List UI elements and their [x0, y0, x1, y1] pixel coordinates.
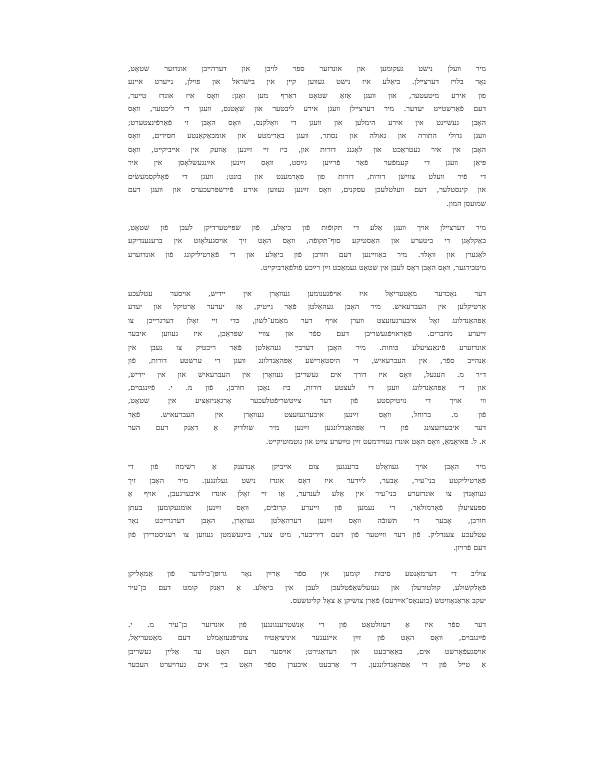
text-line: ספּעציעלן פֿאָרמולאַר, די נעמען פֿון זײערע קרובֿים, װאָס זײַנען אומגעקומען בעתן [128, 502, 486, 512]
text-line: דער נאָכדער מאַטעריאַל איז אױפֿגענומען געװאָרן אין יידיש, אױסער עטלעכע [128, 288, 486, 298]
text-line: מיטבירגער, װאָס האָבן דאָס לעבן אין שטאָט געמאַכט זײַן רײַכע פֿולפֿאַרביקײט. [260, 263, 486, 273]
text-line: מיר װעלן נישט געקומען און אונדזער ספר לױבן און דערהײבן אונדזער שטאָט, [128, 64, 486, 73]
text-line: די פֿיר װעלט צװישן דורות, דורות פון פאָרמענט און בונט; װעגן די פֿאָלקסמעשׂים [128, 171, 486, 181]
paragraph-6 [128, 618, 486, 672]
text-line: אַנהײב ספֿר, אין העברעאיש, די היסטאָרישע אַפּהאַנדלונג װעגן די ערשטע דורות, פֿון [128, 356, 486, 366]
paragraph-4 [128, 460, 486, 554]
text-line: עטלעכע צענדליק. פֿון דער װײַטער פֿון דעם דיריבער, מיט צער, בײַגעשמטן געװען צו רעגיסטרירן פֿון [128, 529, 486, 539]
text-line: דעם פֿרױזן. [453, 542, 486, 552]
text-line: זײערע מחברים. פֿאַראױפֿגעשריבן דעם ספֿר און צװײ שפּראַכן, איז געװען איבער [128, 329, 486, 339]
text-line: חורבן, אָבער די תּשובֿה װאָס זײַנען דערהאַלטן געװאָרן, האָבן דערגרײכט נאָר [128, 516, 486, 526]
text-line: און די אַפּהאַנדלונג װעגן די לעצטע דורות, ביז נאָכן חורבן, פֿון מ. י. פֿײַנגבױם, [128, 382, 486, 392]
text-line: שמועסן המון. [446, 198, 486, 208]
text-line: געװאָנדן צו אונדזערע בני־עיר אין אַלע לענדער, אַז זײ זאָלן אונדז איבערגעבן, אױף אַ [128, 489, 486, 499]
text-line: האָבן אין איר געטראַכט און לאָגנג דורות און, ביז זײ זײַנען אַװעק אין אײביקײט, װאָס [128, 144, 486, 154]
text-line: צוליב די דערמאָנטע סיבות קומען אין ספֿר אַרײַן נאָר גרופּן־בילדער פֿון אַמאָליקן [128, 569, 486, 579]
text-line: װעגן גדולי התורה און גאולה און נסתר, װעגן באַרימטע און אומבאַקאַנטע חסידים, װאָס [128, 131, 486, 141]
text-line: אַרטיקלען אין העברעאיש. מיר האָבן געהאַלטן פֿאַר נײטיק, אַז יעדער אַרטיקל און יעדע [128, 302, 486, 312]
text-line: װי אױך די נױטיקסטע פֿון דער צײַטשריפֿטלעכער אָרגאַניזאַציע אין שטאָט, [128, 396, 486, 406]
text-line: דעם פֿאַרשטײט יעדער. מיר דערצײלן װעגן אירע ליבטער און שאָטנס, װעגן די ליכטער, װאָס [128, 104, 486, 114]
text-line: מיר דערצײלן אױך װעגן אַלע די תּקופֿות פֿון ביאַלע, פֿון שפּײטערדיקן לעבן פֿון שטאָט, [128, 222, 486, 232]
text-line: אונדזערע פֿינאַנציעלע כּוחות. מיר האָבן דערבײַ געהאַלטן פֿאַר ריכטיק צו געבן אין [128, 342, 486, 352]
paragraph-2 [128, 221, 486, 275]
text-line: אַ טײל פֿון די אַפּהאַנדלונגען. די אַרבעט איבערן ספֿר האָט בײַ אים געדױערט העכער [128, 660, 486, 670]
paragraph-3 [128, 287, 486, 448]
text-line: אַפּהאַנדלונג זאָל איבערגעזעצט װערן אױף דער מאַמע־לשון, כּדי זײ זאָלן דערגרײכן צו [128, 315, 486, 325]
paragraph-5 [128, 567, 486, 607]
text-line: און קינסטלער, דעם װעלטלעכן עסקנים, װאָס זײַנען געװען אירע פֿירשפּרעכערס און װעגן דעם [128, 185, 486, 195]
text-line: פּיאַן װעגן די קעמפֿער פֿאַר פֿרײַען גײַסט, װאָס זײַנען אײַנגעשלאָסן אין איר [128, 158, 486, 168]
text-line: פֿאַרטיליקטע בני־עיר, אָבער, לײַדער איז דאָס אונדז נישט געלונגען. מיר האָבן זיך [128, 475, 486, 485]
text-line: לאַגערן און װאָלד. מיר באַװײנען דעם חורבן פֿון ביאַלע און די פֿאַרטיליקונג פֿון אונדזערע [128, 249, 486, 259]
text-line: דער ספֿר איז אַ רעזולטאַט פֿון די אָנשטרענגונגען פֿון אונדזער בן־עיר מ. י. [128, 619, 486, 629]
text-line: פֿײַנגבױם, װאָס האָט פֿון זײַן אײגענער איניציאַטיװ צונױפֿגעזאַמלט דעם מאַטעריאַל, [128, 633, 486, 643]
text-line: באַקלאָגן די ביטערע און האַסטיקע סוף־תּקופֿה, װאָס האָט זיך אױסגעלאָזט אין ברענענדיקע [128, 236, 486, 246]
text-line: נאָר בלױז דערצײלן. ביאַלע איז נישט געװען קײן אין בישראל און פױלן, נײערט אײנע [128, 77, 486, 87]
text-line: אױסגעפֿאָרשט אים, באַאַרבעט און רעדאַגירט; אױסער דעם האָט ער אַלײן געשריבן [128, 646, 486, 656]
text-line: האָבן געשײנט אין אירע הימלען און װעגן די װאָלקנס, װאָס האָבן זי פֿאַרפֿינצטערט; [128, 117, 486, 127]
text-line: יעקב אַראַנאָװיטש (בוענאָס־אײַרעס) פֿאַרן צושיקן אַ צאָל קליטשעס. [290, 596, 486, 606]
text-line: פֿון מ. ברוחל, װאָס זײַנען איבערגעזעצט געװאָרן אין העברעאיש. פֿאַר [128, 409, 486, 419]
text-line: פון אירע מיטעטער, און װעגן אַזאַ שטאָט דאַרף מען זאָגן: װאָס איז אונדז טײער, [128, 90, 486, 100]
text-line: מיר האָבן אױך געװאָלט ברענגען צום אײביקן אָנדענק אַ רשימה פֿון די [128, 462, 486, 472]
text-line: ד״ר מ. העגעל, װאָס איז דורך אים געשריבן געװאָרן אין העברעאיש און אין יידיש, [128, 369, 486, 379]
text-line: דער איבערזעצונג פֿון די אַפּהאַנדלונגען זײַנען מיר שולדיק אַ דאַנק דעם הער [128, 423, 486, 433]
document-body [128, 62, 486, 682]
text-line: א. ל. פּאיאַמאַ, װאָס האָט אונדז געװידמעט זײַן טײַערע צײַט און גוטמוטיקײט. [265, 436, 486, 446]
paragraph-1 [128, 62, 486, 210]
text-line: פֿאָלקשולע, קולטורעלן און געזעלשאַפֿטלעכן לעבן אין ביאַלע. אַ דאַנק קומט דעם בן־עיר [128, 582, 486, 592]
